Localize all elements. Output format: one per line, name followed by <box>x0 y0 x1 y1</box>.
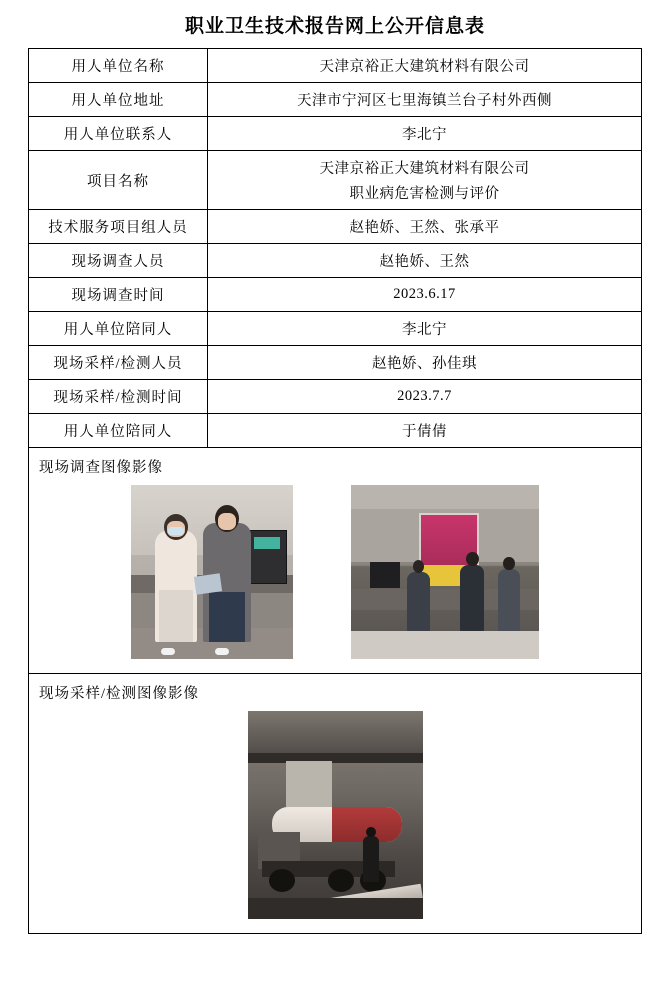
project-name-line-1: 天津京裕正大建筑材料有限公司 <box>319 161 530 177</box>
table-row <box>29 380 642 414</box>
row-value-company-contact: 李北宁 <box>208 117 642 151</box>
worker-3-head <box>503 557 514 570</box>
truck-wheel-2 <box>328 869 354 892</box>
table-row <box>29 49 642 83</box>
person-right-face <box>218 513 236 530</box>
workshop-ground <box>248 898 423 919</box>
person-right-pants <box>209 592 245 642</box>
worker-3 <box>498 569 521 632</box>
survey-media-caption: 现场调查图像影像 <box>39 460 163 476</box>
workshop-beam <box>248 753 423 763</box>
row-value-company-address: 天津市宁河区七里海镇兰台子村外西侧 <box>208 83 642 117</box>
row-label-project-team: 技术服务项目组人员 <box>29 210 208 244</box>
table-row <box>29 151 642 210</box>
sampling-media-caption: 现场采样/检测图像影像 <box>39 686 200 702</box>
person-left <box>155 530 197 641</box>
worker-2-head <box>466 552 479 566</box>
table-row-sampling-media <box>29 674 642 934</box>
table-row <box>29 414 642 448</box>
worker-2 <box>460 565 484 635</box>
sampling-worker-head <box>366 827 375 837</box>
table-row <box>29 312 642 346</box>
shoe-left <box>161 648 175 655</box>
control-room-floor <box>351 631 539 659</box>
row-value-survey-escort: 李北宁 <box>208 312 642 346</box>
shoe-right <box>215 648 229 655</box>
sampling-photo-row <box>37 709 633 923</box>
table-row <box>29 278 642 312</box>
public-information-table <box>28 48 642 934</box>
row-value-sampling-date: 2023.7.7 <box>208 380 642 414</box>
table-row <box>29 117 642 151</box>
sampling-media-cell <box>29 674 642 934</box>
row-label-sampling-date: 现场采样/检测时间 <box>29 380 208 414</box>
lab-instrument <box>249 530 287 584</box>
cement-silo <box>286 761 332 807</box>
table-row <box>29 210 642 244</box>
worker-1-head <box>413 560 424 573</box>
monitor-screen <box>370 562 400 588</box>
row-value-sampling-staff: 赵艳娇、孙佳琪 <box>208 346 642 380</box>
truck-wheel-1 <box>269 869 295 892</box>
table-row <box>29 346 642 380</box>
row-label-survey-escort: 用人单位陪同人 <box>29 312 208 346</box>
row-label-project-name: 项目名称 <box>29 151 208 210</box>
row-value-company-name: 天津京裕正大建筑材料有限公司 <box>208 49 642 83</box>
row-label-survey-date: 现场调查时间 <box>29 278 208 312</box>
row-value-sampling-escort: 于倩倩 <box>208 414 642 448</box>
table-row <box>29 83 642 117</box>
row-label-company-address: 用人单位地址 <box>29 83 208 117</box>
row-value-project-team: 赵艳娇、王然、张承平 <box>208 210 642 244</box>
page-title: 职业卫生技术报告网上公开信息表 <box>184 16 485 37</box>
survey-photo-row <box>37 483 633 663</box>
site-survey-photo-2 <box>351 485 539 659</box>
table-row-survey-media <box>29 448 642 674</box>
row-label-sampling-escort: 用人单位陪同人 <box>29 414 208 448</box>
row-label-company-contact: 用人单位联系人 <box>29 117 208 151</box>
survey-media-cell <box>29 448 642 674</box>
row-label-sampling-staff: 现场采样/检测人员 <box>29 346 208 380</box>
row-label-company-name: 用人单位名称 <box>29 49 208 83</box>
control-room-ceiling <box>351 485 539 509</box>
person-left-pants <box>159 590 193 641</box>
project-name-line-2: 职业病危害检测与评价 <box>349 186 500 202</box>
sampling-worker <box>363 836 379 882</box>
worker-1 <box>407 572 430 631</box>
sampling-photo-1 <box>248 711 423 919</box>
workshop-roof <box>248 711 423 757</box>
row-value-survey-date: 2023.6.17 <box>208 278 642 312</box>
table-row <box>29 244 642 278</box>
row-value-project-name <box>208 151 642 210</box>
person-left-mask <box>168 527 184 535</box>
row-label-survey-staff: 现场调查人员 <box>29 244 208 278</box>
site-survey-photo-1 <box>131 485 293 659</box>
row-value-survey-staff: 赵艳娇、王然 <box>208 244 642 278</box>
